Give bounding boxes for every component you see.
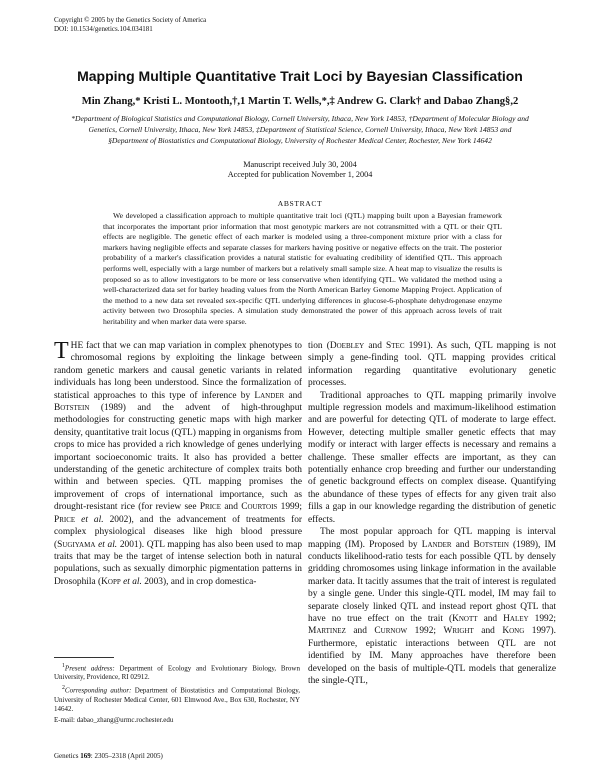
abstract-heading: ABSTRACT bbox=[277, 199, 323, 208]
body-column-right bbox=[308, 340, 556, 687]
article-title: Mapping Multiple Quantitative Trait Loci by Bayesian Classification bbox=[77, 68, 523, 84]
footer-pages: : 2305–2318 (April 2005) bbox=[90, 752, 163, 760]
manuscript-dates bbox=[0, 160, 600, 181]
received-date: Manuscript received July 30, 2004 bbox=[243, 160, 357, 169]
affiliations: *Department of Biological Statistics and Computational Biology, Cornell University, Ithaca, New York 14853, †Department of Molecular Biology and Genetics, Cornell University, Ithaca, New York 14853, ‡Department of Statistical Science, Cornell University, Ithaca, New York 14853 and §Department of Biostatistics and Computational Biology, University of Rochester Medical Center, Rochester, New York 14642 bbox=[71, 114, 529, 145]
drop-cap: T bbox=[54, 338, 69, 364]
footnotes bbox=[54, 662, 300, 727]
contact-email: E-mail: dabao_zhang@urmc.rochester.edu bbox=[54, 715, 174, 724]
intro-paragraph-2: Traditional approaches to QTL mapping primarily involve multiple regression models and maximum-likelihood estimation and are powerful for detecting QTL of moderate to large effect. However, detecting multiple smaller genetic effects that may modify or interact with larger effects is necessary and remains a challenge. These smaller effects are important, as they can potentially enhance crop breeding and further our understanding of genetic background effects on complex disease. Quantifying the abundance of these types of effects for any given trait also fills a gap in our knowledge regarding the distribution of genetic effects. bbox=[308, 390, 556, 525]
footnote-2: $^2$Corresponding author: Department of Biostatistics and Computational Biology, University of Rochester Medical Center, 601 Elmwood Ave., Box 630, Rochester, NY 14642. bbox=[54, 685, 300, 713]
journal-header bbox=[54, 16, 206, 34]
doi-line: DOI: 10.1534/genetics.104.034181 bbox=[54, 25, 153, 33]
accepted-date: Accepted for publication November 1, 2004 bbox=[227, 170, 373, 180]
footer-volume: 169 bbox=[80, 752, 91, 760]
page-footer bbox=[54, 752, 163, 760]
intro-paragraph-3: The most popular approach for QTL mapping is interval mapping (IM). Proposed by Lander and Botstein (1989), IM conducts likelihood-ratio tests for each possible QTL by densely gridding chromosomes using linkage information in the available marker data. It tacitly assumes that the trait of interest is regulated by a single gene. Under this single-QTL model, IM may fail to separate closely linked QTL and instead report ghost QTL that have no true effect on the trait (Knott and Haley 1992; Martinez and Curnow 1992; Wright and Kong 1997). Furthermore, epistatic interactions between QTL are not identified by IM. Many approaches have therefore been developed on the basis of multiple-QTL models that generalize the single-QTL, bbox=[308, 527, 557, 686]
copyright-line: Copyright © 2005 by the Genetics Society of America bbox=[54, 16, 207, 24]
intro-paragraph-1: THE fact that we can map variation in complex phenotypes to chromosomal regions by exploiting the linkage between random genetic markers and causal genetic variants in related individuals has long been understood. Since the formalization of statistical approaches to this type of inference by Lander and Botstein (1989) and the advent of high-throughput methodologies for constructing genetic maps with high marker density, quantitative trait locus (QTL) mapping in organisms from crops to mice has provided a rich knowledge of genes underlying important socioeconomic traits. It also has provided a better understanding of the genetic architecture of complex traits both within and between species. QTL mapping promises the improvement of crops of international importance, such as drought-resistant rice (for review see Price and Courtois 1999; Price et al. 2002), and the advancement of treatments for complex physiological diseases like high blood pressure (Sugiyama et al. 2001). QTL mapping has also been used to map traits that may be the target of intense selection both in natural populations, such as sexually dimorphic pigmentation patterns in Drosophila (Kopp et al. 2003), and in crop domestica- bbox=[54, 338, 303, 587]
footer-journal: Genetics bbox=[54, 752, 79, 760]
footnote-divider bbox=[54, 657, 114, 658]
intro-paragraph-1-continued: tion (Doebley and Stec 1991). As such, QTL mapping is not simply a gene-finding tool. QTL mapping provides critical information regarding quantitative evolutionary genetic processes. bbox=[308, 341, 556, 389]
abstract-text: We developed a classification approach to multiple quantitative trait loci (QTL) mapping built upon a Bayesian framework that incorporates the important prior information that most genotypic markers are not cotransmitted with a QTL or their QTL effects are negligible. The genetic effect of each marker is modeled using a three-component mixture prior with a class for markers having negligible effects and separate classes for markers having positive or negative effects on the trait. The posterior probability of a marker's classification provides a natural statistic for evaluating credibility of identified QTL. This approach performs well, especially with a large number of markers but a relatively small sample size. A heat map to visualize the results is proposed so as to allow investigators to be more or less conservative when identifying QTL. We validated the method using a well-characterized data set for barley heading values from the North American Barley Genome Mapping Project. Application of the method to a new data set revealed sex-specific QTL underlying differences in glucose-6-phosphate dehydrogenase enzyme activity between two Drosophila species. A simulation study demonstrated the power of this approach across levels of trait heritability and when marker data were sparse. bbox=[103, 211, 502, 326]
author-list: Min Zhang,* Kristi L. Montooth,†,1 Martin T. Wells,*,‡ Andrew G. Clark† and Dabao Zhang§,2 bbox=[81, 96, 519, 107]
footnote-1: $^1$Present address: Department of Ecology and Evolutionary Biology, Brown University, Providence, RI 02912. bbox=[54, 663, 300, 682]
body-column-left bbox=[54, 340, 302, 588]
